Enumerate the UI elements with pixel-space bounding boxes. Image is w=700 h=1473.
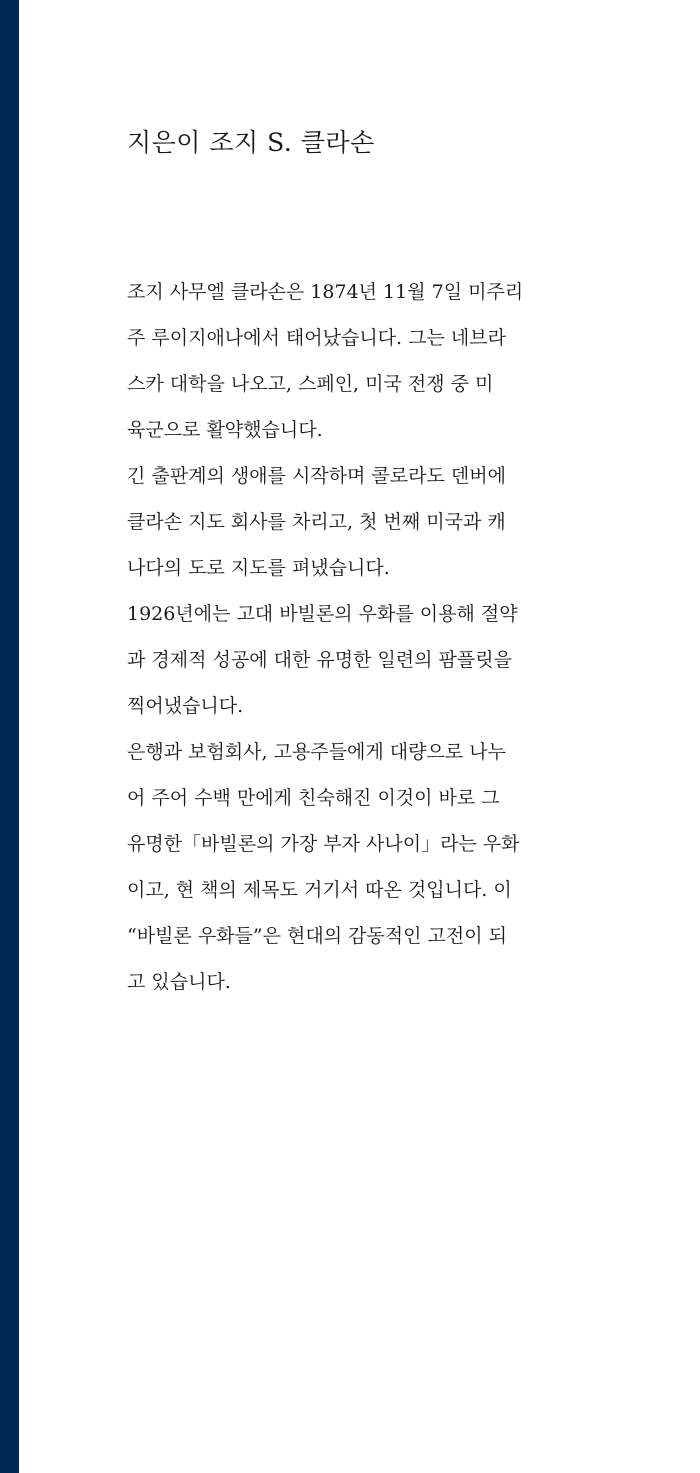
- author-bio: [127, 118, 582, 1005]
- bio-paragraph-pamphlets: [127, 591, 582, 729]
- author-heading: 지은이 조지 S. 클라손: [127, 128, 375, 157]
- navy-spine-bar: [0, 0, 19, 1473]
- text-line: 클라손 지도 회사를 차리고, 첫 번째 미국과 캐: [127, 511, 506, 533]
- bio-paragraph-birth: [127, 269, 582, 453]
- text-line: “바빌론 우화들”은 현대의 감동적인 고전이 되: [127, 925, 507, 947]
- text-line: 1926년에는 고대 바빌론의 우화를 이용해 절약: [127, 603, 518, 625]
- text-line: 스카 대학을 나오고, 스페인, 미국 전쟁 중 미: [127, 373, 494, 395]
- bio-paragraph-legacy: [127, 729, 582, 1005]
- bio-paragraph-career: [127, 453, 582, 591]
- text-line: 주 루이지애나에서 태어났습니다. 그는 네브라: [127, 327, 506, 349]
- text-line: 긴 출판계의 생애를 시작하며 콜로라도 덴버에: [127, 465, 506, 487]
- text-line: 조지 사무엘 클라손은 1874년 11월 7일 미주리: [127, 281, 524, 303]
- text-line: 과 경제적 성공에 대한 유명한 일련의 팜플릿을: [127, 649, 512, 671]
- text-line: 육군으로 활약했습니다.: [127, 419, 323, 441]
- text-line: 유명한「바빌론의 가장 부자 사나이」라는 우화: [127, 833, 520, 855]
- text-line: 이고, 현 책의 제목도 거기서 따온 것입니다. 이: [127, 879, 512, 901]
- text-line: 어 주어 수백 만에게 친숙해진 이것이 바로 그: [127, 787, 500, 809]
- text-line: 고 있습니다.: [127, 971, 231, 993]
- text-line: 나다의 도로 지도를 펴냈습니다.: [127, 557, 390, 579]
- text-line: 은행과 보험회사, 고용주들에게 대량으로 나누: [127, 741, 506, 763]
- bio-body: [127, 269, 582, 1005]
- text-line: 찍어냈습니다.: [127, 695, 244, 717]
